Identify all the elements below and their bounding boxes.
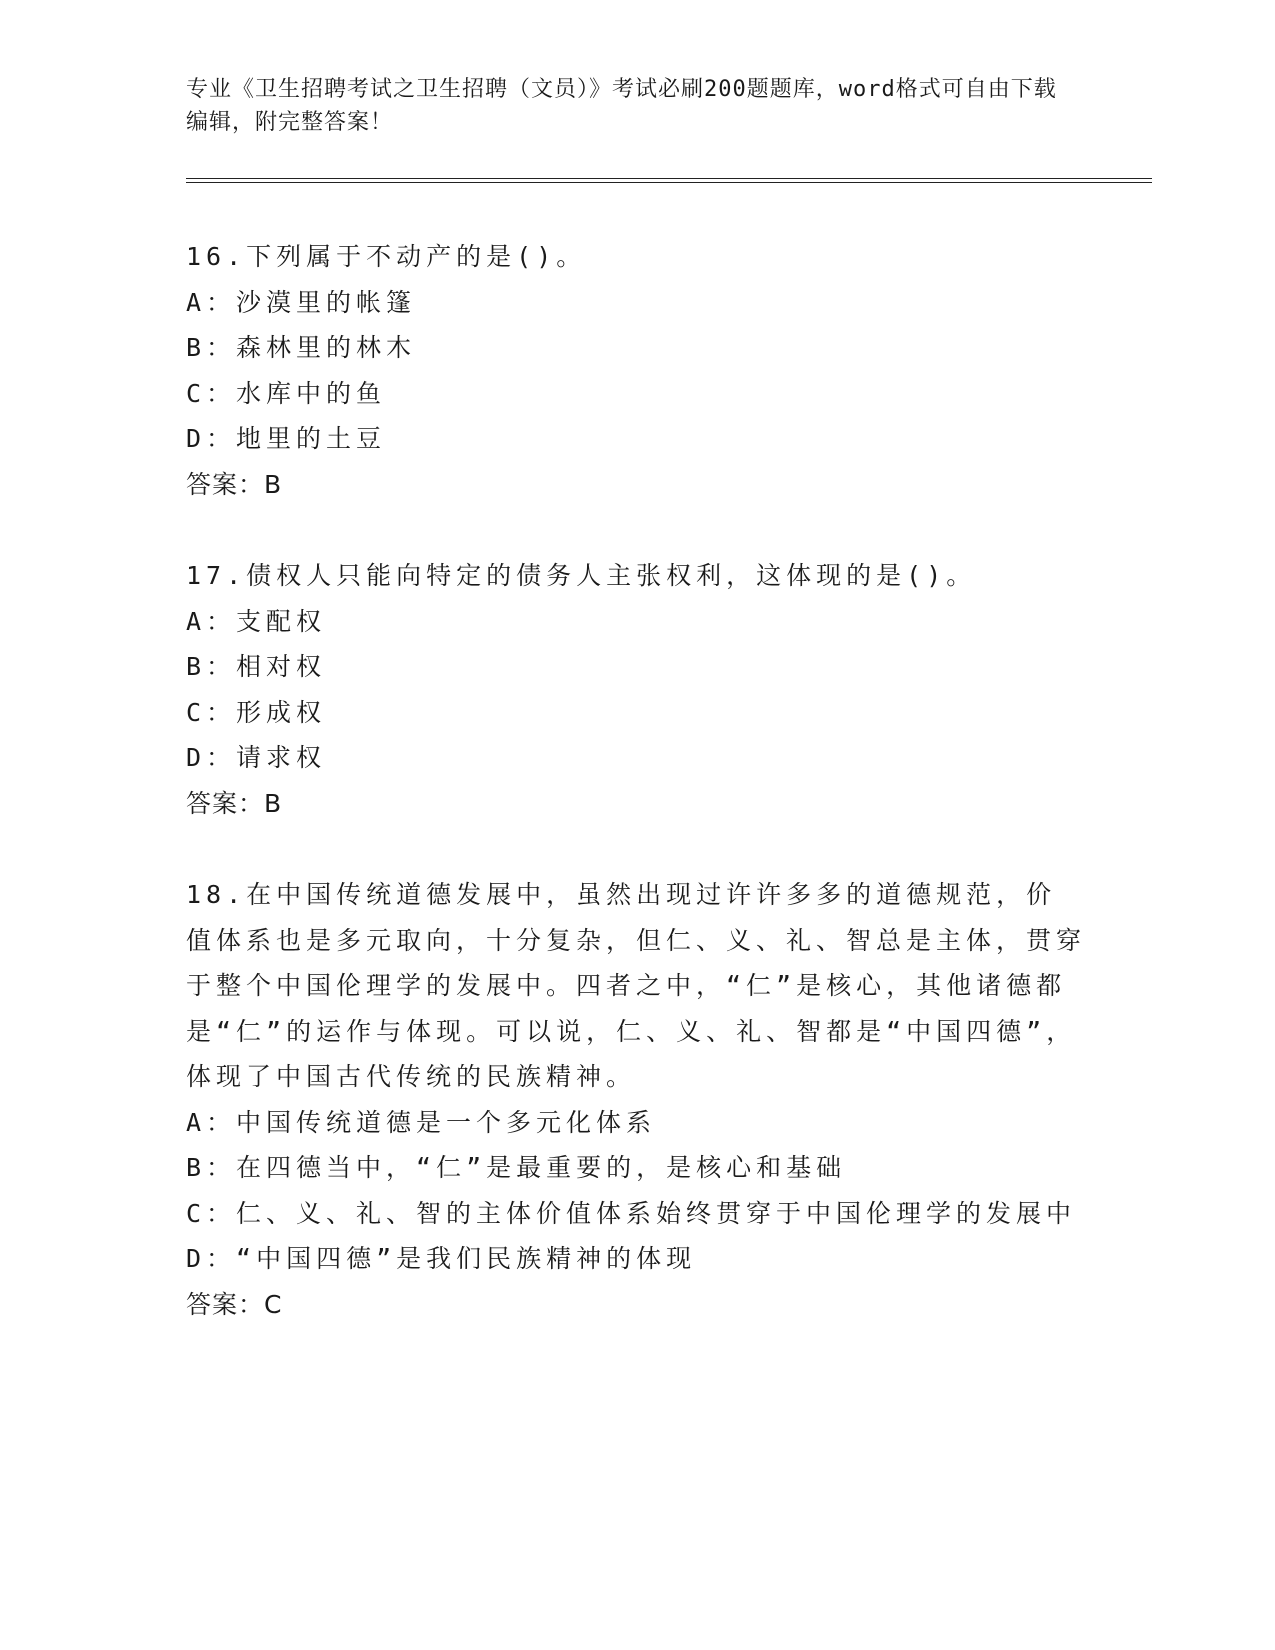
option-c: C：形成权	[186, 697, 327, 727]
answer-label: 答案：C	[186, 1289, 283, 1319]
option-d: D：地里的土豆	[186, 424, 387, 453]
header-divider-bottom	[186, 182, 1152, 183]
question-16	[186, 234, 1086, 507]
question-stem: 18.在中国传统道德发展中，虽然出现过许许多多的道德规范，价值体系也是多元取向，十分复杂，但仁、义、礼、智总是主体，贯穿于整个中国伦理学的发展中。四者之中，“仁”是核心，其他诸德都是“仁”的运作与体现。可以说，仁、义、礼、智都是“中国四德”，体现了中国古代传统的民族精神。	[186, 880, 1087, 1091]
question-stem: 17.债权人只能向特定的债务人主张权利，这体现的是()。	[186, 561, 977, 590]
option-a: A：中国传统道德是一个多元化体系	[186, 1107, 657, 1137]
answer-label: 答案：B	[186, 788, 283, 818]
option-a: A：沙漠里的帐篷	[186, 287, 417, 317]
option-d: D：请求权	[186, 743, 327, 772]
document-header: 专业《卫生招聘考试之卫生招聘（文员）》考试必刷200题题库，word格式可自由下载编辑，附完整答案！	[186, 77, 1057, 135]
option-a: A：支配权	[186, 606, 327, 636]
answer-label: 答案：B	[186, 469, 283, 499]
option-b: B：在四德当中，“仁”是最重要的，是核心和基础	[186, 1153, 847, 1182]
option-d: D：“中国四德”是我们民族精神的体现	[186, 1244, 697, 1273]
question-18	[186, 872, 1086, 1327]
question-17	[186, 553, 1086, 826]
option-c: C：仁、义、礼、智的主体价值体系始终贯穿于中国伦理学的发展中	[186, 1198, 1077, 1228]
option-b: B：森林里的林木	[186, 333, 417, 362]
header-divider-top	[186, 178, 1152, 179]
option-b: B：相对权	[186, 652, 327, 681]
question-stem: 16.下列属于不动产的是()。	[186, 242, 587, 271]
option-c: C：水库中的鱼	[186, 378, 387, 408]
